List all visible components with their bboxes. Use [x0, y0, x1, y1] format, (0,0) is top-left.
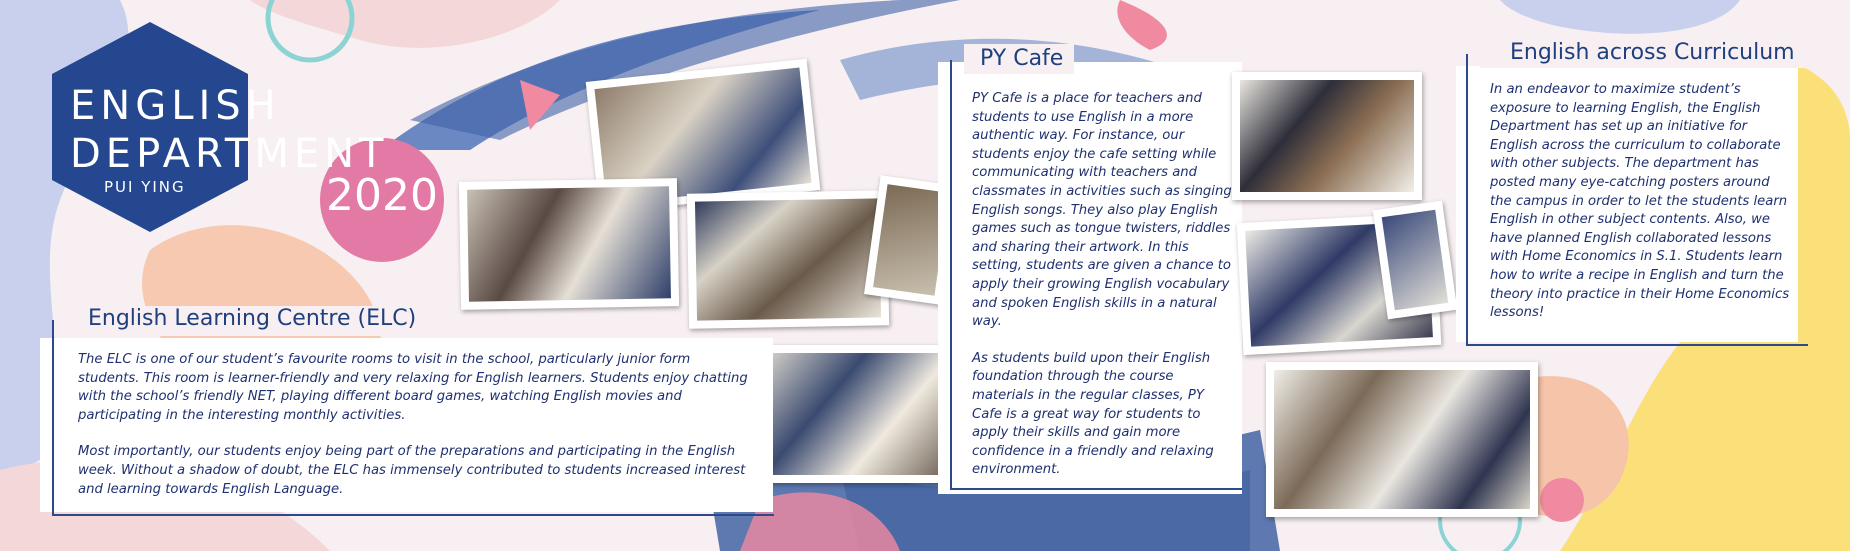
elc-title: English Learning Centre (ELC): [88, 306, 417, 331]
cafe-photo-4: [1266, 362, 1538, 517]
cafe-photo-1: [1232, 72, 1422, 200]
year-label: 2020: [326, 170, 438, 221]
elc-photo-5: [758, 345, 958, 483]
title-line-english: ENGLISH: [70, 83, 281, 129]
curriculum-paragraph-1: In an endeavor to maximize student’s exposure to learning English, the English Department has set up an initiative for English across the curriculum to collaborate with other subjects. The department has posted many eye-catching posters around the campus in order to let the students learn English in other subject contents. Also, we have planned English collaborated lessons with Home Economics in S.1. Students learn how to write a recipe in English and turn the theory into practice in their Home Economics lessons!: [1490, 82, 1790, 321]
cafe-paragraph-2: As students build upon their English foundation through the course materials in the regular classes, PY Cafe is a great way for students to apply their skills and gain more confidence in a friendly and relaxing environment.: [972, 350, 1214, 478]
elc-photo-3: [687, 190, 889, 328]
cafe-title: PY Cafe: [980, 46, 1064, 71]
elc-paragraph-2: Most importantly, our students enjoy being part of the preparations and participating in the English week. Without a shadow of doubt, the ELC has immensely contributed to students increased interest and learning towards English Language.: [78, 444, 746, 497]
school-name: PUI YING: [104, 178, 186, 196]
curriculum-title: English across Curriculum: [1510, 40, 1795, 65]
elc-paragraph-1: The ELC is one of our student’s favourite rooms to visit in the school, particularly junior form students. This room is learner-friendly and very relaxing for English learners. Students enjoy chatting with the school’s friendly NET, playing different board games, watching English movies and participating in the interesting monthly activities.: [78, 352, 748, 423]
cafe-text: [972, 90, 1234, 498]
elc-photo-2: [459, 178, 679, 310]
cafe-paragraph-1: PY Cafe is a place for teachers and students to use English in a more authentic way. For instance, our students enjoy the cafe setting while communicating with teachers and classmates in activities such as singing English songs. They also play English games such as tongue twisters, riddles and sharing their artwork. In this setting, students are given a chance to apply their growing English vocabulary and spoken English skills in a natural way.: [972, 91, 1232, 330]
title-line-department: DEPARTMENT: [70, 131, 389, 177]
curriculum-text: [1490, 81, 1790, 341]
elc-text: [78, 351, 753, 517]
cafe-photo-3: [1373, 201, 1458, 320]
department-title: [70, 82, 388, 178]
